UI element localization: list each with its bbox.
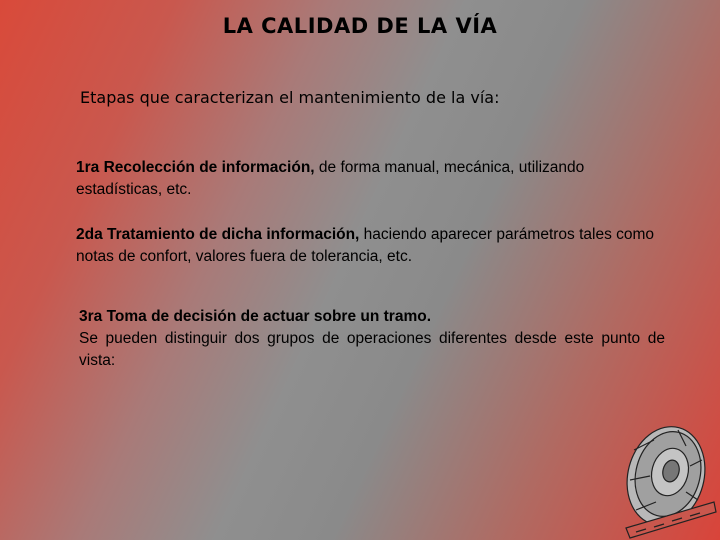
stage-2-text: haciendo aparecer parámetros tales como notas de confort, valores fuera de tolerancia, etc.: [76, 226, 655, 265]
stage-item-2: [76, 224, 666, 268]
slide-title: LA CALIDAD DE LA VÍA: [222, 14, 498, 38]
stage-3-lead: 3ra Toma de decisión de actuar sobre un tramo.: [79, 308, 432, 325]
stage-item-3: [79, 306, 665, 372]
section-subtitle: Etapas que caracterizan el mantenimiento de la vía:: [80, 88, 500, 107]
stage-3-text: Se pueden distinguir dos grupos de operaciones diferentes desde este punto de vista:: [79, 330, 665, 369]
stage-item-1: [76, 157, 666, 201]
train-wheel-icon: [606, 410, 720, 540]
stage-1-text: de forma manual, mecánica, utilizando estadísticas, etc.: [76, 159, 585, 198]
stage-2-lead: 2da Tratamiento de dicha información,: [76, 226, 360, 243]
stage-1-lead: 1ra Recolección de información,: [76, 159, 315, 176]
